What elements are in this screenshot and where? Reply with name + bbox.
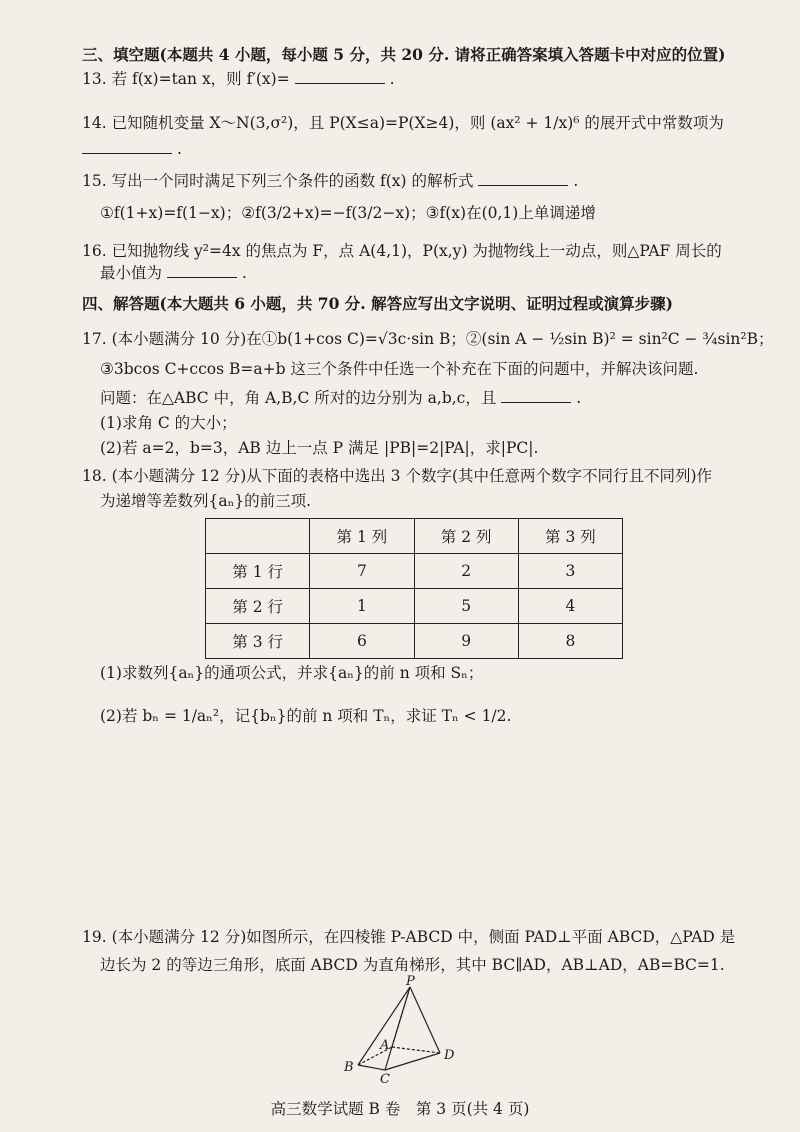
q17-line2: ③3bcos C+ccos B=a+b 这三个条件中任选一个补充在下面的问题中，并解决该问题. [100,360,699,378]
q13-end: . [389,70,395,88]
question-16-line2 [100,262,760,284]
q17-blank [501,388,571,403]
q17-line3 [100,387,760,409]
label-p: P [406,975,415,989]
table-cell: 第 2 行 [206,589,310,624]
q16-end: . [241,264,247,282]
question-13 [82,68,760,90]
q14-text: 14. 已知随机变量 X～N(3,σ²)，且 P(X≤a)=P(X≥4)，则 (ax² + 1/x)⁶ 的展开式中常数项为 [82,114,724,132]
q17-line3-end: . [576,389,582,407]
label-a: A [380,1038,390,1053]
label-d: D [444,1048,455,1063]
q13-answer-blank [295,69,385,84]
q17-line1: 17. (本小题满分 10 分)在①b(1+cos C)=√3c·sin B；②(sin A − ½sin B)² = sin²C − ¾sin²B； [82,330,774,348]
q15-end: . [573,172,579,190]
q15-conditions: ①f(1+x)=f(1−x)；②f(3/2+x)=−f(3/2−x)；③f(x)在(0,1)上单调递增 [100,204,596,222]
table-cell: 6 [310,624,414,659]
q19-line1: 19. (本小题满分 12 分)如图所示，在四棱锥 P-ABCD 中，侧面 PAD⊥平面 ABCD，△PAD 是 [82,928,736,946]
label-c: C [380,1072,390,1085]
table-cell: 5 [414,589,518,624]
table-header-cell [206,519,310,554]
table-row [206,589,623,624]
section3-heading: 三、填空题(本题共 4 小题，每小题 5 分，共 20 分. 请将正确答案填入答题卡中对应的位置) [82,45,726,64]
table-cell: 第 3 行 [206,624,310,659]
q19-line2: 边长为 2 的等边三角形，底面 ABCD 为直角梯形，其中 BC∥AD，AB⊥AD，AB=BC=1. [100,956,725,974]
q16-text: 16. 已知抛物线 y²=4x 的焦点为 F，点 A(4,1)，P(x,y) 为抛物线上一动点，则△PAF 周长的 [82,242,722,260]
label-b: B [344,1060,354,1075]
table-row [206,554,623,589]
q16-answer-blank [167,263,237,278]
edge-pc [385,987,410,1070]
q17-part2: (2)若 a=2，b=3，AB 边上一点 P 满足 |PB|=2|PA|，求|PC|. [100,439,539,457]
q15-text: 15. 写出一个同时满足下列三个条件的函数 f(x) 的解析式 [82,172,474,190]
q15-answer-blank [478,171,568,186]
q17-part1: (1)求角 C 的大小； [100,414,237,432]
q17-problem: 问题：在△ABC 中，角 A,B,C 所对的边分别为 a,b,c，且 [100,389,497,407]
table-cell: 第 1 行 [206,554,310,589]
q13-text: 13. 若 f(x)=tan x，则 f′(x)= [82,70,290,88]
pyramid-figure [330,975,470,1085]
table-cell: 1 [310,589,414,624]
edge-bc [358,1065,385,1070]
number-table [205,518,623,659]
table-cell: 2 [414,554,518,589]
q14-end: . [176,140,182,158]
q18-part1: (1)求数列{aₙ}的通项公式，并求{aₙ}的前 n 项和 Sₙ； [100,664,484,682]
table-header-cell: 第 3 列 [518,519,622,554]
edge-pd [410,987,440,1053]
page-footer: 高三数学试题 B 卷 第 3 页(共 4 页) [270,1100,530,1118]
table-header-cell: 第 2 列 [414,519,518,554]
q16-text-2: 最小值为 [100,264,163,282]
question-15 [82,170,760,192]
q18-line1: 18. (本小题满分 12 分)从下面的表格中选出 3 个数字(其中任意两个数字不同行且不同列)作 [82,467,713,485]
table-cell: 3 [518,554,622,589]
table-row [206,624,623,659]
table-header-cell: 第 1 列 [310,519,414,554]
table-cell: 9 [414,624,518,659]
table-header-row [206,519,623,554]
table-cell: 4 [518,589,622,624]
table-cell: 8 [518,624,622,659]
edge-cd [385,1053,440,1070]
q14-answer-line [82,138,760,160]
q14-answer-blank [82,139,172,154]
section4-heading: 四、解答题(本大题共 6 小题，共 70 分. 解答应写出文字说明、证明过程或演算步骤) [82,294,673,313]
table-cell: 7 [310,554,414,589]
q18-line2: 为递增等差数列{aₙ}的前三项. [100,492,312,510]
q18-part2: (2)若 bₙ = 1/aₙ²，记{bₙ}的前 n 项和 Tₙ，求证 Tₙ < 1/2. [100,707,512,725]
edge-pb [358,987,410,1065]
edge-ad [392,1047,440,1053]
